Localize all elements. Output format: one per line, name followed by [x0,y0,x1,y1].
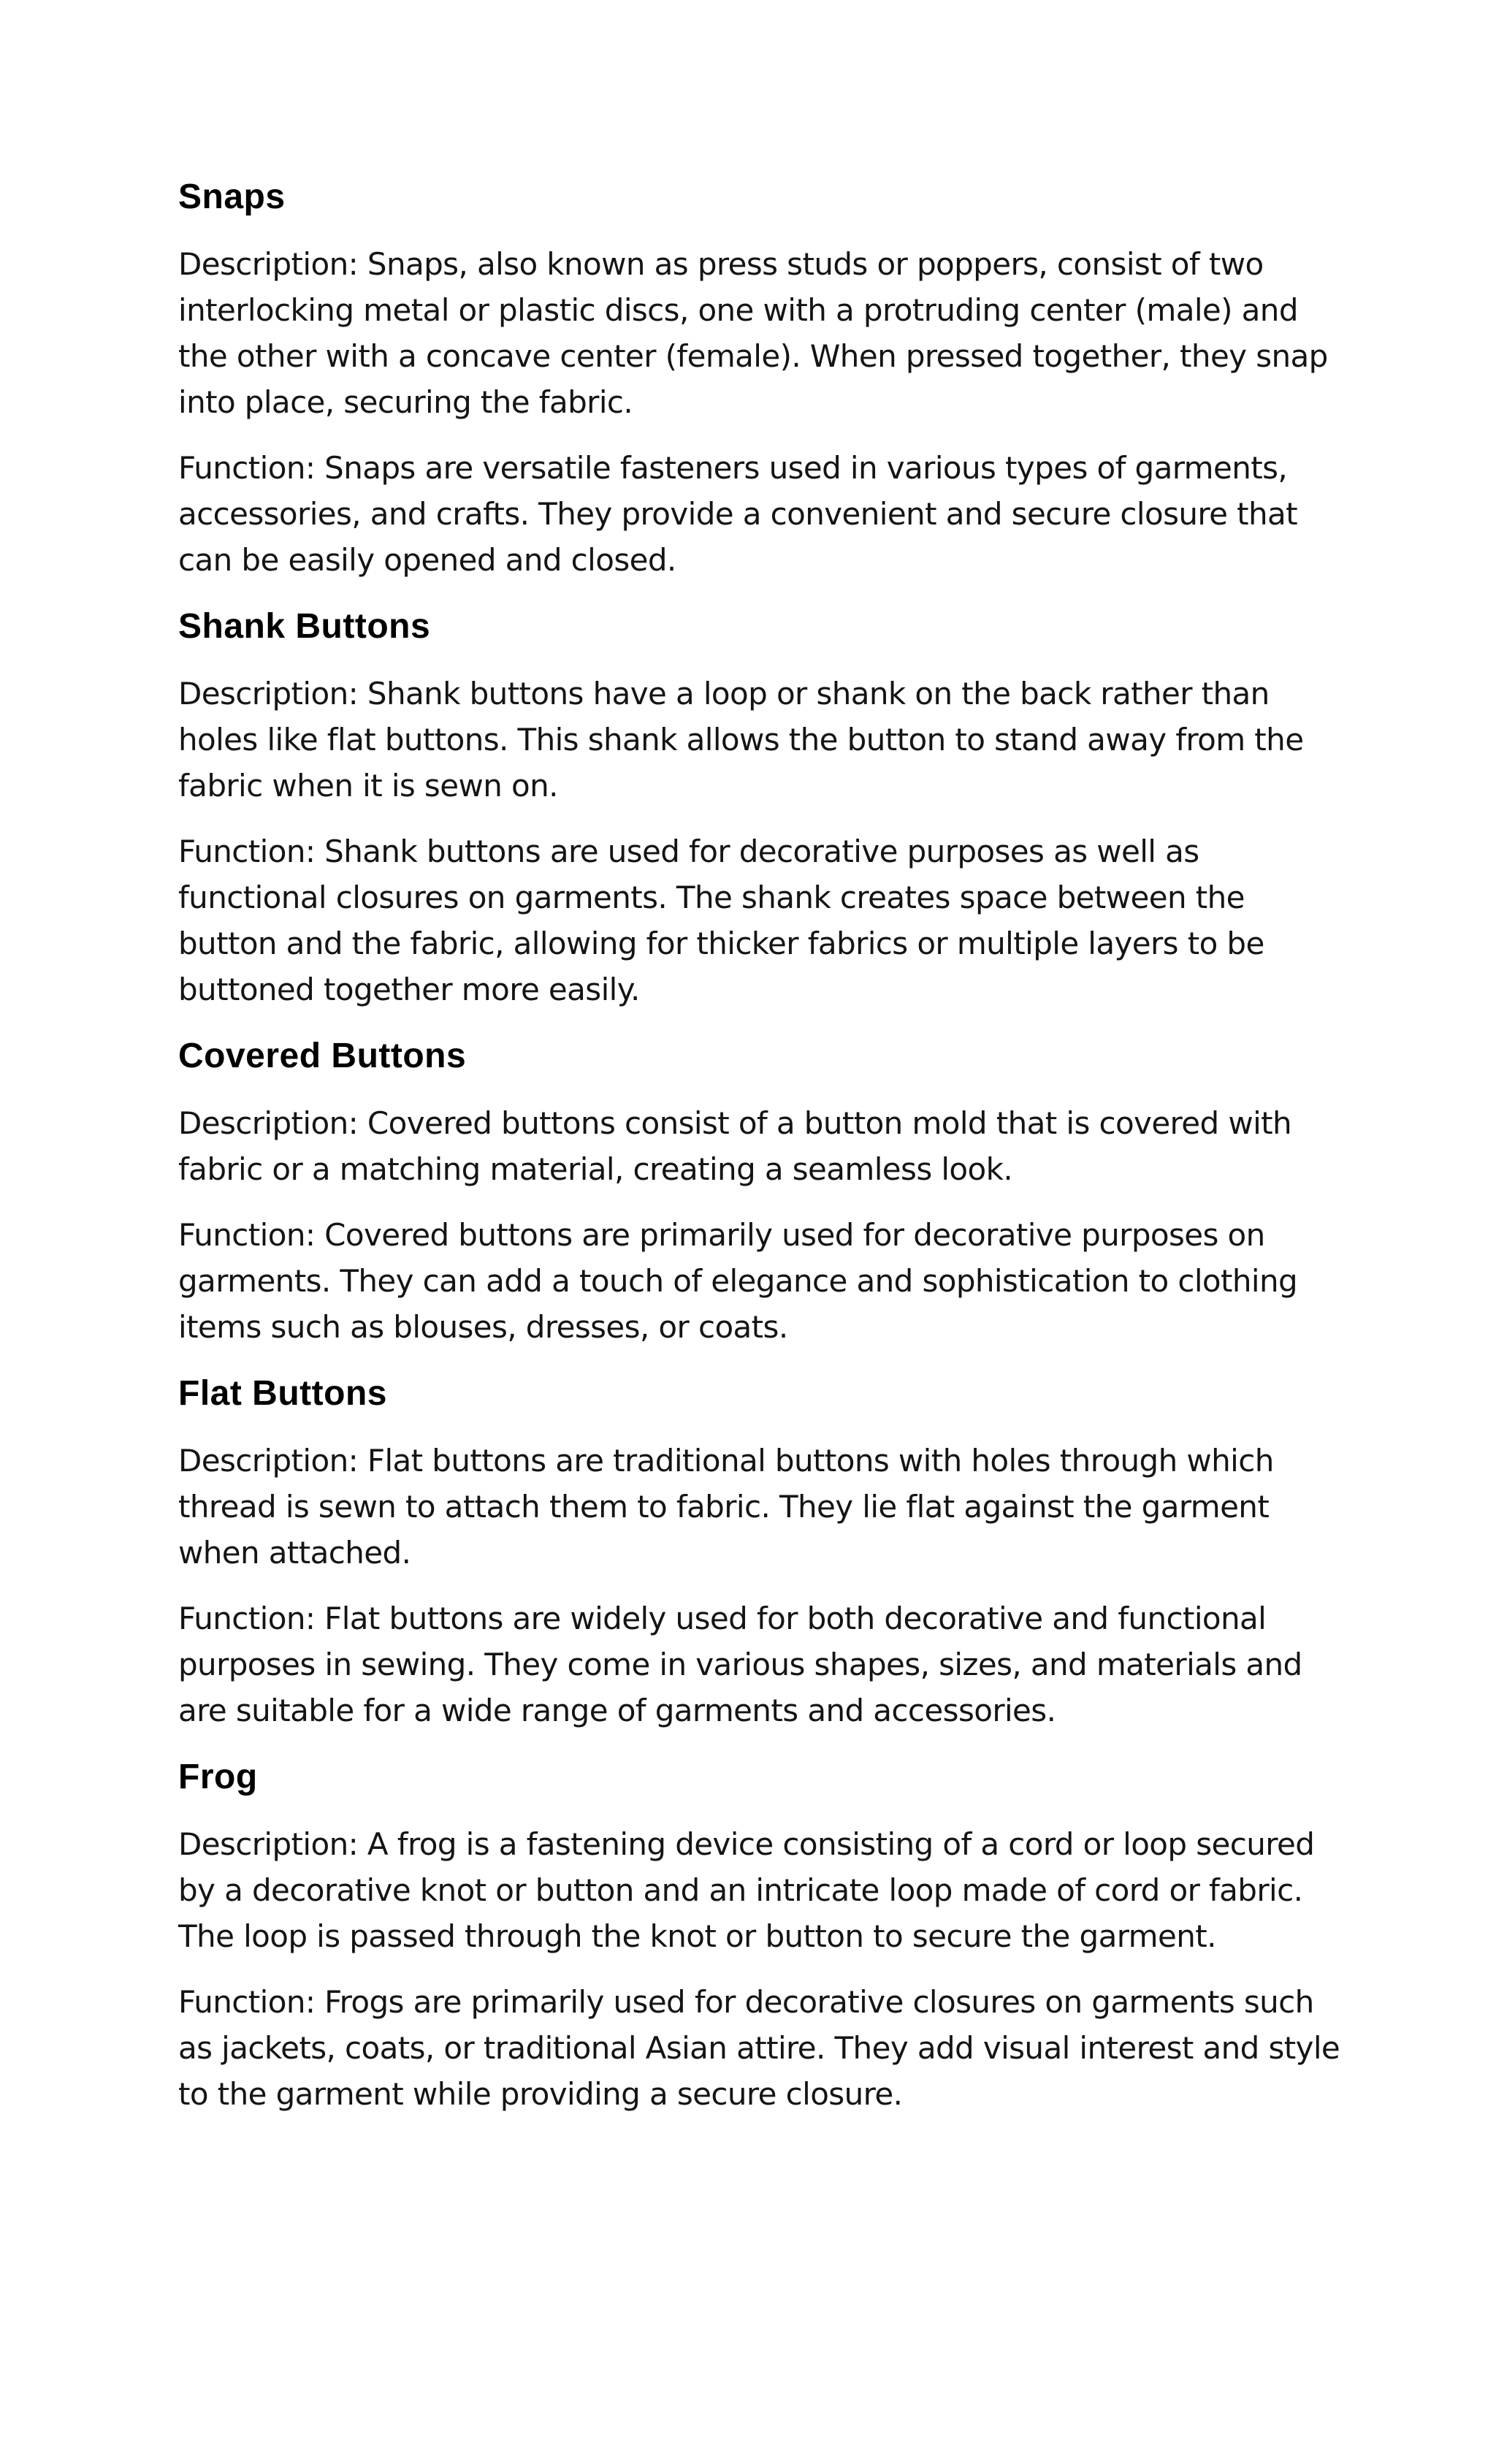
section-covered-buttons [178,1034,1347,1350]
section-frog [178,1755,1347,2117]
section-flat-buttons [178,1372,1347,1733]
description-paragraph: Description: A frog is a fastening device consisting of a cord or loop secured by a decorative knot or button and an intricate loop made of cord or fabric. The loop is passed through the knot or button to secure the garment. [178,1826,1315,1954]
function-paragraph: Function: Snaps are versatile fasteners used in various types of garments, accessories, and crafts. They provide a convenient and secure closure that can be easily opened and closed. [178,450,1298,578]
description-paragraph: Description: Covered buttons consist of a button mold that is covered with fabric or a matching material, creating a seamless look. [178,1105,1292,1187]
function-paragraph: Function: Covered buttons are primarily used for decorative purposes on garments. They can add a touch of elegance and sophistication to clothing items such as blouses, dresses, or coats. [178,1217,1298,1345]
section-shank-buttons [178,605,1347,1012]
description-paragraph: Description: Snaps, also known as press studs or poppers, consist of two interlocking metal or plastic discs, one with a protruding center (male) and the other with a concave center (female). When pressed together, they snap into place, securing the fabric. [178,246,1328,420]
section-heading: Flat Buttons [178,1374,387,1413]
description-paragraph: Description: Shank buttons have a loop or shank on the back rather than holes like flat buttons. This shank allows the button to stand away from the fabric when it is sewn on. [178,676,1304,804]
description-paragraph: Description: Flat buttons are traditional buttons with holes through which thread is sewn to attach them to fabric. They lie flat against the garment when attached. [178,1443,1274,1571]
section-heading: Covered Buttons [178,1037,467,1075]
document-page [178,175,1347,2117]
section-heading: Snaps [178,178,286,216]
function-paragraph: Function: Shank buttons are used for decorative purposes as well as functional closures on garments. The shank creates space between the button and the fabric, allowing for thicker fabrics or multiple layers to be buttoned together more easily. [178,834,1264,1007]
function-paragraph: Function: Flat buttons are widely used for both decorative and functional purposes in sewing. They come in various shapes, sizes, and materials and are suitable for a wide range of garments and accessories. [178,1601,1302,1728]
section-heading: Frog [178,1758,258,1796]
section-snaps [178,175,1347,583]
function-paragraph: Function: Frogs are primarily used for decorative closures on garments such as jackets, coats, or traditional Asian attire. They add visual interest and style to the garment while providing a secure closure. [178,1984,1340,2112]
section-heading: Shank Buttons [178,607,431,646]
